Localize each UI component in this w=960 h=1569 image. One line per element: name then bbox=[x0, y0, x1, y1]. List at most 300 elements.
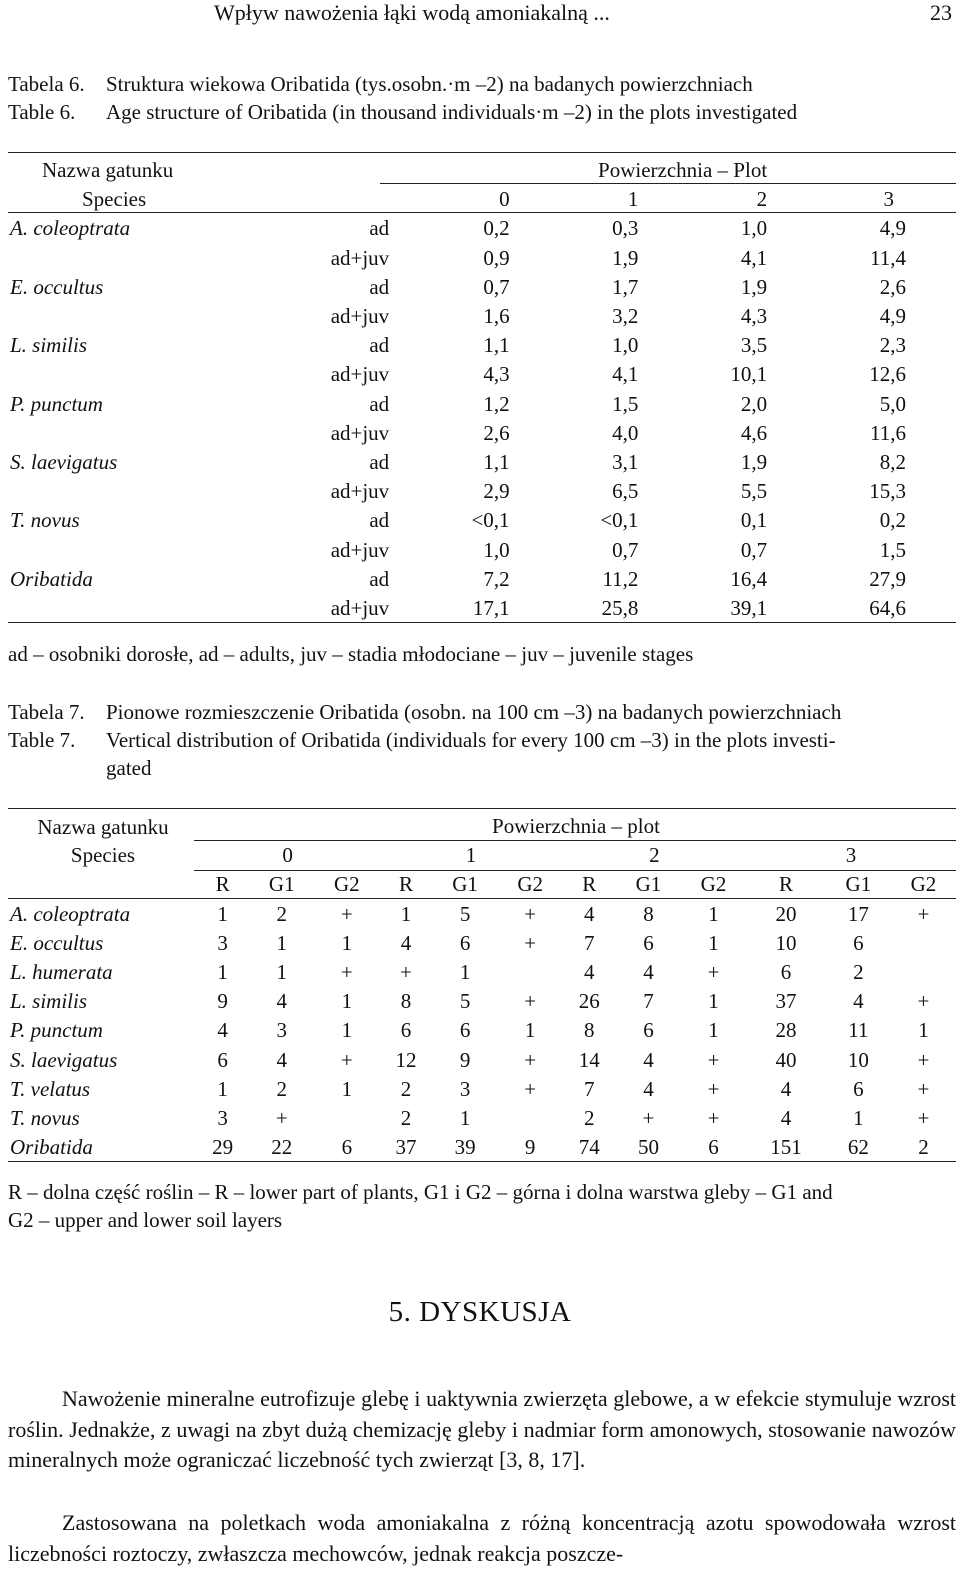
table7-head-layers bbox=[8, 870, 956, 899]
value-cell: 1 bbox=[276, 960, 287, 985]
table6-caption-en bbox=[8, 98, 797, 126]
value-cell: 39 bbox=[454, 1135, 476, 1160]
value-cell: 39,1 bbox=[730, 595, 768, 620]
value-cell: 16,4 bbox=[730, 566, 768, 591]
species-name: T. novus bbox=[10, 508, 80, 533]
table-row bbox=[8, 1133, 956, 1162]
value-cell: <0,1 bbox=[600, 508, 639, 533]
value-cell: + bbox=[524, 1047, 537, 1072]
table-row bbox=[8, 214, 956, 243]
value-cell: 6 bbox=[400, 1018, 412, 1043]
species-cell bbox=[8, 929, 196, 958]
head-plot: Powierzchnia – Plot bbox=[598, 158, 768, 183]
table-row bbox=[8, 506, 956, 535]
value-cell: 1 bbox=[341, 989, 353, 1014]
value-cell bbox=[314, 1104, 379, 1133]
species-cell bbox=[8, 565, 287, 594]
value-cell: 9 bbox=[524, 1135, 536, 1160]
value-cell: 29 bbox=[212, 1135, 234, 1160]
value-cell: 3 bbox=[217, 1105, 228, 1130]
table-row bbox=[8, 448, 956, 477]
value-cell: 1,7 bbox=[612, 274, 639, 299]
value-cell: 7 bbox=[584, 930, 595, 955]
species-cell bbox=[8, 1075, 196, 1104]
species-name: S. laevigatus bbox=[10, 449, 118, 474]
value-cell: 1 bbox=[341, 930, 353, 955]
value-cell: 3 bbox=[276, 1018, 287, 1043]
value-cell: 9 bbox=[459, 1047, 471, 1072]
value-cell: 1 bbox=[217, 1076, 228, 1101]
value-cell: 6 bbox=[459, 930, 471, 955]
table-row bbox=[8, 1104, 956, 1133]
value-cell: 0,9 bbox=[483, 245, 510, 270]
table-row bbox=[8, 987, 956, 1016]
value-cell: + bbox=[340, 960, 353, 985]
head-layer: G2 bbox=[910, 872, 937, 897]
caption-label: Table 7. bbox=[8, 728, 76, 752]
stage-cell: ad+juv bbox=[330, 537, 390, 562]
value-cell bbox=[891, 958, 956, 987]
species-name: A. coleoptrata bbox=[10, 901, 131, 926]
table6-body bbox=[8, 214, 956, 623]
value-cell: 1,6 bbox=[483, 304, 510, 329]
head-plot-0: 0 bbox=[282, 843, 293, 868]
value-cell: 8 bbox=[400, 989, 412, 1014]
table6-head-row-2 bbox=[8, 185, 956, 214]
value-cell: 0,7 bbox=[612, 537, 639, 562]
value-cell: 3,1 bbox=[612, 449, 639, 474]
head-plot-1: 1 bbox=[627, 187, 639, 212]
value-cell: 1,5 bbox=[879, 537, 906, 562]
value-cell: 0,2 bbox=[483, 216, 510, 241]
value-cell: + bbox=[917, 989, 930, 1014]
value-cell: 1 bbox=[459, 1105, 471, 1130]
section-title: 5. DYSKUSJA bbox=[388, 1296, 572, 1328]
table6-head-row-1 bbox=[8, 156, 956, 185]
value-cell: 1,0 bbox=[483, 537, 510, 562]
value-cell: 1 bbox=[708, 1018, 719, 1043]
value-cell: 6 bbox=[459, 1018, 471, 1043]
head-species-pl: Nazwa gatunku bbox=[42, 158, 174, 183]
head-species-en: Species bbox=[70, 843, 136, 868]
table-row bbox=[8, 1046, 956, 1075]
value-cell: 6,5 bbox=[612, 479, 639, 504]
value-cell: + bbox=[707, 1047, 720, 1072]
caption-label: Tabela 7. bbox=[8, 700, 85, 724]
value-cell: 4 bbox=[643, 1047, 654, 1072]
value-cell: 4 bbox=[584, 960, 595, 985]
value-cell: 17,1 bbox=[472, 595, 510, 620]
value-cell: 4 bbox=[780, 1105, 792, 1130]
value-cell bbox=[498, 958, 563, 987]
value-cell: 2 bbox=[853, 960, 864, 985]
paragraph-text: Nawożenie mineralne eutrofizuje glebę i uaktywnia zwierzęta glebowe, a w efekcie stymuluje wzrost roślin. Jednakże, z uwagi na zbyt dużą chemizację gleby i nadmiar form amonowych, stosowanie nawozów mineralnych może ograniczać liczebność tych zwierząt [3, 8, 17]. bbox=[8, 1386, 956, 1472]
head-layer: G1 bbox=[845, 872, 872, 897]
value-cell: 4 bbox=[217, 1018, 228, 1043]
value-cell bbox=[891, 929, 956, 958]
value-cell: 7 bbox=[643, 989, 654, 1014]
species-name: L. similis bbox=[10, 333, 88, 358]
value-cell: + bbox=[524, 901, 537, 926]
value-cell: 2 bbox=[918, 1135, 929, 1160]
species-cell bbox=[8, 477, 287, 506]
table-row bbox=[8, 535, 956, 564]
value-cell: 11,2 bbox=[602, 566, 639, 591]
species-cell bbox=[8, 214, 287, 243]
value-cell: + bbox=[707, 960, 720, 985]
head-species-pl: Nazwa gatunku bbox=[37, 815, 169, 840]
value-cell: 1 bbox=[853, 1105, 864, 1130]
stage-cell: ad bbox=[369, 508, 390, 533]
head-layer: G1 bbox=[635, 872, 662, 897]
value-cell: 20 bbox=[775, 901, 797, 926]
table7-note-2: G2 – upper and lower soil layers bbox=[8, 1208, 283, 1232]
paragraph-2 bbox=[8, 1508, 956, 1569]
value-cell: 2,9 bbox=[483, 479, 510, 504]
value-cell: 11 bbox=[848, 1018, 869, 1043]
value-cell: 2 bbox=[584, 1105, 595, 1130]
value-cell: 6 bbox=[780, 960, 792, 985]
caption-text: Age structure of Oribatida (in thousand individuals·m –2) in the plots investigated bbox=[106, 100, 798, 124]
value-cell: + bbox=[524, 989, 537, 1014]
value-cell: + bbox=[917, 1047, 930, 1072]
value-cell: 7,2 bbox=[483, 566, 510, 591]
value-cell: 4,9 bbox=[879, 216, 906, 241]
species-cell bbox=[8, 448, 287, 477]
head-layer: R bbox=[778, 872, 793, 897]
stage-cell: ad bbox=[369, 216, 390, 241]
value-cell: 17 bbox=[847, 901, 869, 926]
head-layer: G2 bbox=[333, 872, 360, 897]
value-cell: + bbox=[707, 1076, 720, 1101]
value-cell: 2,6 bbox=[483, 420, 510, 445]
value-cell: 4,1 bbox=[612, 362, 639, 387]
table7-head-row-1 bbox=[8, 812, 956, 841]
value-cell: 62 bbox=[847, 1135, 869, 1160]
value-cell: 1 bbox=[217, 901, 228, 926]
value-cell: 1,0 bbox=[740, 216, 768, 241]
species-cell bbox=[8, 1104, 196, 1133]
value-cell: 6 bbox=[853, 1076, 864, 1101]
value-cell: + bbox=[917, 901, 930, 926]
table7-body bbox=[8, 900, 956, 1163]
species-name: L. humerata bbox=[10, 960, 113, 985]
value-cell: 1 bbox=[341, 1076, 353, 1101]
caption-label: Tabela 6. bbox=[8, 72, 85, 96]
table7-note-1: R – dolna część roślin – R – lower part of plants, G1 i G2 – górna i dolna warstwa gleby – G1 and bbox=[8, 1180, 833, 1204]
caption-text: Pionowe rozmieszczenie Oribatida (osobn. na 100 cm –3) na badanych powierzchniach bbox=[106, 700, 842, 724]
value-cell: 4,0 bbox=[612, 420, 639, 445]
table-row bbox=[8, 477, 956, 506]
table6-top-rule bbox=[8, 152, 956, 153]
page-number: 23 bbox=[930, 0, 952, 25]
value-cell: + bbox=[642, 1105, 655, 1130]
value-cell: 4 bbox=[643, 960, 654, 985]
species-cell bbox=[8, 1133, 196, 1162]
value-cell: 2,0 bbox=[740, 391, 768, 416]
value-cell: 1 bbox=[708, 989, 719, 1014]
species-name: T. velatus bbox=[10, 1076, 91, 1101]
head-species-en: Species bbox=[82, 187, 147, 212]
table6-caption-pl bbox=[8, 70, 753, 98]
value-cell: 74 bbox=[578, 1135, 600, 1160]
value-cell: 1,9 bbox=[740, 449, 768, 474]
value-cell: 4 bbox=[276, 989, 287, 1014]
species-name: E. occultus bbox=[10, 274, 104, 299]
table-row bbox=[8, 958, 956, 987]
value-cell: + bbox=[340, 901, 353, 926]
value-cell: 26 bbox=[578, 989, 600, 1014]
paragraph-text: Zastosowana na poletkach woda amoniakalna z różną koncentracją azotu spowodowała wzrost liczebności roztoczy, zwłaszcza mechowców, jednak reakcja poszcze- bbox=[8, 1510, 956, 1566]
species-cell bbox=[8, 535, 287, 564]
head-plot-1: 1 bbox=[465, 843, 477, 868]
value-cell: 1 bbox=[400, 901, 412, 926]
value-cell: 1,2 bbox=[483, 391, 510, 416]
table7-caption-en bbox=[8, 726, 836, 754]
value-cell: + bbox=[707, 1105, 720, 1130]
value-cell: 14 bbox=[578, 1047, 600, 1072]
table-row bbox=[8, 302, 956, 331]
value-cell: 1,9 bbox=[612, 245, 639, 270]
species-cell bbox=[8, 958, 196, 987]
value-cell: 5,0 bbox=[879, 391, 906, 416]
stage-cell: ad+juv bbox=[330, 595, 390, 620]
value-cell: 7 bbox=[584, 1076, 595, 1101]
head-plot-0: 0 bbox=[499, 187, 510, 212]
running-header-title: Wpływ nawożenia łąki wodą amoniakalną ... bbox=[214, 0, 610, 25]
value-cell: 10 bbox=[847, 1047, 869, 1072]
caption-text: Vertical distribution of Oribatida (individuals for every 100 cm –3) in the plots investi- bbox=[106, 728, 836, 752]
value-cell: 2 bbox=[276, 1076, 287, 1101]
value-cell: 1 bbox=[524, 1018, 536, 1043]
value-cell: 37 bbox=[775, 989, 797, 1014]
value-cell: + bbox=[524, 1076, 537, 1101]
head-layer: G2 bbox=[517, 872, 543, 897]
value-cell: 5,5 bbox=[740, 479, 768, 504]
value-cell: 6 bbox=[217, 1047, 228, 1072]
table7 bbox=[8, 812, 956, 1162]
value-cell: 1,1 bbox=[483, 449, 510, 474]
species-cell bbox=[8, 273, 287, 302]
species-name: L. similis bbox=[10, 989, 88, 1014]
species-name: Oribatida bbox=[10, 1135, 93, 1160]
stage-cell: ad bbox=[369, 449, 390, 474]
table6-note: ad – osobniki dorosłe, ad – adults, juv – stadia młodociane – juv – juvenile stages bbox=[8, 642, 694, 666]
species-cell bbox=[8, 900, 196, 929]
head-plot-3: 3 bbox=[883, 187, 894, 212]
value-cell: 2,3 bbox=[879, 333, 906, 358]
table6 bbox=[8, 156, 956, 623]
value-cell: + bbox=[917, 1076, 930, 1101]
value-cell: 3,2 bbox=[612, 304, 639, 329]
value-cell: 4,1 bbox=[740, 245, 768, 270]
species-name: A. coleoptrata bbox=[10, 216, 131, 241]
value-cell: 4 bbox=[853, 989, 864, 1014]
value-cell: + bbox=[400, 960, 412, 985]
value-cell: 1 bbox=[276, 930, 287, 955]
species-cell bbox=[8, 360, 287, 389]
value-cell: 11,6 bbox=[870, 420, 906, 445]
table-row bbox=[8, 419, 956, 448]
value-cell: 1 bbox=[217, 960, 228, 985]
species-cell bbox=[8, 1016, 196, 1045]
value-cell: 64,6 bbox=[869, 595, 906, 620]
value-cell: + bbox=[275, 1105, 288, 1130]
value-cell: 8,2 bbox=[879, 449, 906, 474]
table7-top-rule bbox=[8, 808, 956, 809]
value-cell: 0,1 bbox=[740, 508, 768, 533]
species-name: P. punctum bbox=[10, 391, 103, 416]
value-cell: 0,7 bbox=[483, 274, 510, 299]
value-cell: <0,1 bbox=[471, 508, 510, 533]
stage-cell: ad+juv bbox=[330, 304, 390, 329]
caption-text: Struktura wiekowa Oribatida (tys.osobn.·m –2) na badanych powierzchniach bbox=[106, 72, 753, 96]
stage-cell: ad+juv bbox=[330, 479, 390, 504]
value-cell: 3 bbox=[217, 930, 228, 955]
table7-caption-pl bbox=[8, 698, 841, 726]
value-cell: 6 bbox=[643, 1018, 654, 1043]
value-cell: 4 bbox=[276, 1047, 287, 1072]
value-cell: + bbox=[340, 1047, 353, 1072]
head-layer: G2 bbox=[700, 872, 727, 897]
value-cell: 4 bbox=[643, 1076, 654, 1101]
species-cell bbox=[8, 244, 287, 273]
value-cell: 8 bbox=[643, 901, 654, 926]
value-cell: 3 bbox=[459, 1076, 471, 1101]
table-row bbox=[8, 565, 956, 594]
table7-caption-en-cont bbox=[8, 754, 151, 782]
value-cell: 2,6 bbox=[879, 274, 906, 299]
head-plot-2: 2 bbox=[756, 187, 768, 212]
species-name: S. laevigatus bbox=[10, 1047, 118, 1072]
value-cell: 0,3 bbox=[612, 216, 639, 241]
value-cell: 2 bbox=[276, 901, 287, 926]
value-cell: 9 bbox=[217, 989, 228, 1014]
table-row bbox=[8, 244, 956, 273]
table-row bbox=[8, 900, 956, 929]
value-cell bbox=[498, 1104, 563, 1133]
stage-cell: ad+juv bbox=[330, 420, 390, 445]
species-cell bbox=[8, 594, 287, 623]
table-row bbox=[8, 1075, 956, 1104]
species-cell bbox=[8, 1046, 196, 1075]
species-cell bbox=[8, 419, 287, 448]
table-row bbox=[8, 390, 956, 419]
value-cell: 10 bbox=[775, 930, 797, 955]
species-name: P. punctum bbox=[10, 1018, 103, 1043]
value-cell: 1,0 bbox=[612, 333, 639, 358]
value-cell: 0,7 bbox=[740, 537, 768, 562]
stage-cell: ad bbox=[369, 274, 390, 299]
value-cell: 1 bbox=[459, 960, 471, 985]
species-cell bbox=[8, 302, 287, 331]
value-cell: 1 bbox=[708, 901, 719, 926]
stage-cell: ad+juv bbox=[330, 245, 390, 270]
value-cell: 6 bbox=[708, 1135, 719, 1160]
head-species bbox=[8, 812, 196, 870]
value-cell: 1 bbox=[341, 1018, 353, 1043]
value-cell: 0,2 bbox=[879, 508, 906, 533]
value-cell: 8 bbox=[584, 1018, 595, 1043]
table-row bbox=[8, 1016, 956, 1045]
value-cell: 4 bbox=[780, 1076, 792, 1101]
table-row bbox=[8, 273, 956, 302]
value-cell: 15,3 bbox=[869, 479, 906, 504]
paragraph-1 bbox=[8, 1384, 956, 1476]
value-cell: 27,9 bbox=[869, 566, 906, 591]
value-cell: 4,6 bbox=[740, 420, 768, 445]
value-cell: 1,9 bbox=[740, 274, 768, 299]
value-cell: 6 bbox=[341, 1135, 353, 1160]
value-cell: 6 bbox=[643, 930, 654, 955]
table-row bbox=[8, 360, 956, 389]
value-cell: 2 bbox=[400, 1076, 412, 1101]
species-name: T. novus bbox=[10, 1105, 80, 1130]
stage-cell: ad bbox=[369, 333, 390, 358]
value-cell: 6 bbox=[853, 930, 864, 955]
value-cell: 10,1 bbox=[730, 362, 768, 387]
value-cell: 5 bbox=[459, 901, 471, 926]
value-cell: 50 bbox=[637, 1135, 659, 1160]
species-cell bbox=[8, 390, 287, 419]
value-cell: 25,8 bbox=[601, 595, 639, 620]
stage-cell: ad bbox=[369, 391, 390, 416]
head-plot-3: 3 bbox=[845, 843, 857, 868]
value-cell: 22 bbox=[271, 1135, 293, 1160]
value-cell: 4 bbox=[400, 930, 412, 955]
value-cell: 151 bbox=[770, 1135, 802, 1160]
value-cell: 3,5 bbox=[740, 333, 768, 358]
caption-text: gated bbox=[106, 756, 152, 780]
value-cell: 5 bbox=[459, 989, 471, 1014]
value-cell: 11,4 bbox=[870, 245, 906, 270]
species-cell bbox=[8, 987, 196, 1016]
head-layer: R bbox=[398, 872, 413, 897]
value-cell: + bbox=[917, 1105, 930, 1130]
species-name: Oribatida bbox=[10, 566, 93, 591]
value-cell: 1,1 bbox=[483, 333, 510, 358]
value-cell: 1 bbox=[918, 1018, 929, 1043]
caption-label: Table 6. bbox=[8, 100, 76, 124]
table-row bbox=[8, 594, 956, 623]
table-row bbox=[8, 331, 956, 360]
value-cell: 4,3 bbox=[483, 362, 510, 387]
stage-cell: ad+juv bbox=[330, 362, 390, 387]
head-layer: G1 bbox=[268, 872, 295, 897]
value-cell: 12,6 bbox=[869, 362, 906, 387]
value-cell: 4,3 bbox=[740, 304, 768, 329]
head-layer: R bbox=[215, 872, 230, 897]
head-plot: Powierzchnia – plot bbox=[492, 814, 660, 839]
value-cell: 4 bbox=[584, 901, 595, 926]
value-cell: 12 bbox=[395, 1047, 417, 1072]
species-cell bbox=[8, 506, 287, 535]
value-cell: 1 bbox=[708, 930, 719, 955]
head-layer: R bbox=[582, 872, 597, 897]
value-cell: + bbox=[524, 930, 537, 955]
value-cell: 40 bbox=[775, 1047, 797, 1072]
value-cell: 1,5 bbox=[612, 391, 639, 416]
table-row bbox=[8, 929, 956, 958]
species-cell bbox=[8, 331, 287, 360]
head-layer: G1 bbox=[452, 872, 478, 897]
head-plot-2: 2 bbox=[649, 843, 660, 868]
stage-cell: ad bbox=[369, 566, 390, 591]
value-cell: 4,9 bbox=[879, 304, 906, 329]
species-name: E. occultus bbox=[10, 930, 104, 955]
value-cell: 28 bbox=[775, 1018, 797, 1043]
value-cell: 37 bbox=[395, 1135, 417, 1160]
